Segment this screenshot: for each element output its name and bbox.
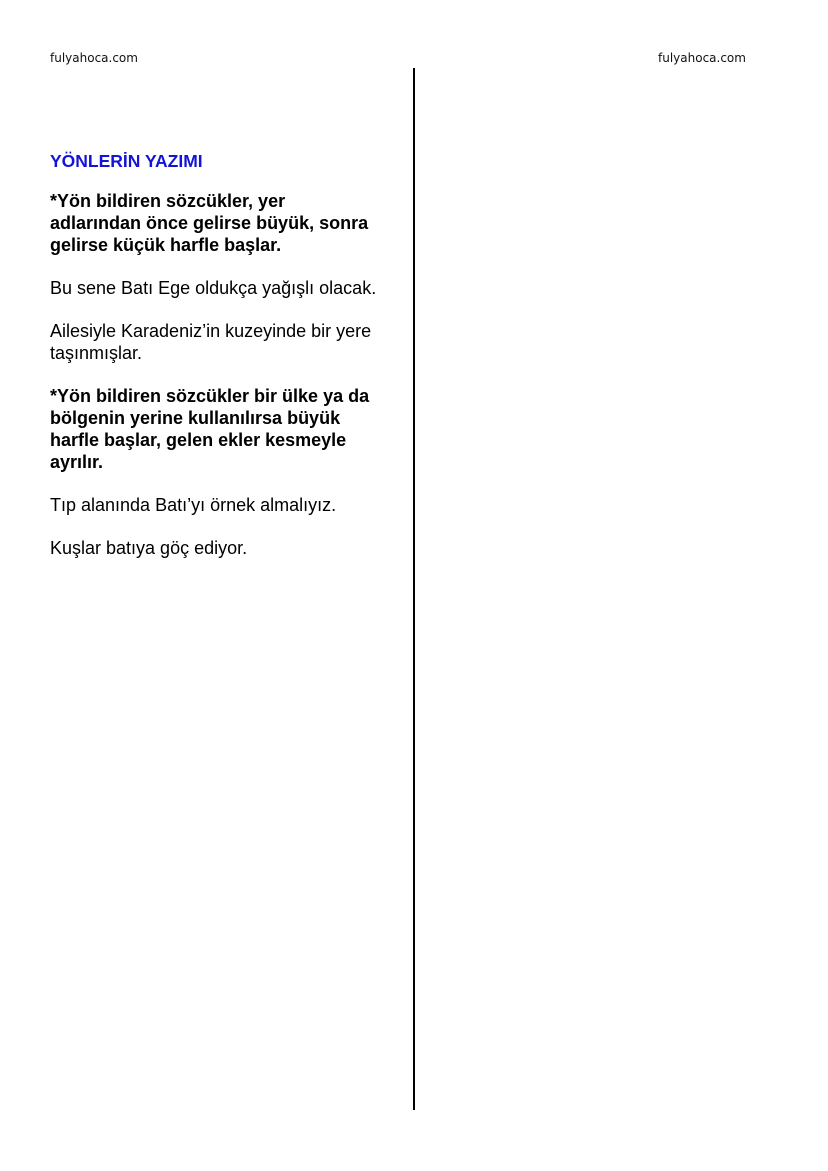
left-column xyxy=(50,150,380,580)
column-divider xyxy=(413,68,415,1110)
rule-paragraph-1: *Yön bildiren sözcükler, yer adlarından önce gelirse büyük, sonra gelirse küçük harfle başlar. xyxy=(50,191,369,255)
header-site-left: fulyahoca.com xyxy=(50,51,138,65)
example-paragraph-2: Ailesiyle Karadeniz’in kuzeyinde bir yere taşınmışlar. xyxy=(50,321,372,363)
example-paragraph-1: Bu sene Batı Ege oldukça yağışlı olacak. xyxy=(50,278,377,298)
example-paragraph-4: Kuşlar batıya göç ediyor. xyxy=(50,538,248,558)
header-site-right: fulyahoca.com xyxy=(658,51,746,65)
example-paragraph-3: Tıp alanında Batı’yı örnek almalıyız. xyxy=(50,495,337,515)
section-title: YÖNLERİN YAZIMI xyxy=(50,151,203,171)
rule-paragraph-2: *Yön bildiren sözcükler bir ülke ya da bölgenin yerine kullanılırsa büyük harfle başlar, gelen ekler kesmeyle ayrılır. xyxy=(50,386,370,472)
